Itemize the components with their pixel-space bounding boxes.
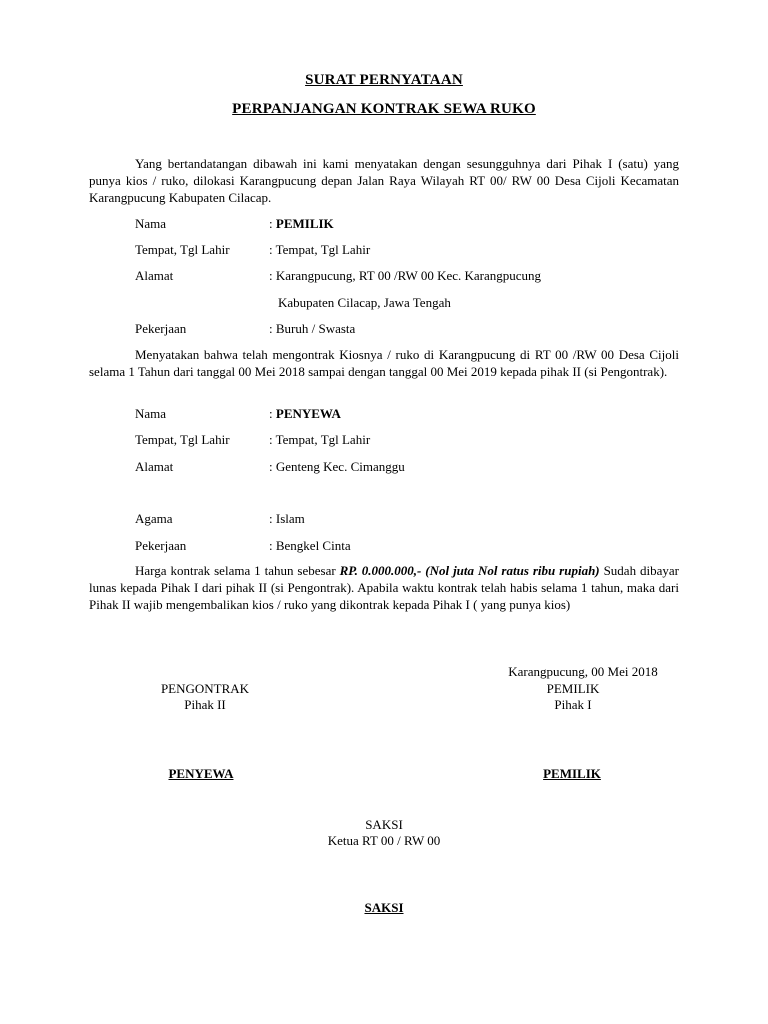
party1-name-value <box>269 215 334 232</box>
party1-birth-value: : Tempat, Tgl Lahir <box>269 242 371 257</box>
party1-name-separator: : <box>269 216 276 231</box>
party1-address-value: : Karangpucung, RT 00 /RW 00 Kec. Karangpucung <box>269 268 542 283</box>
party2-religion-label: Agama <box>135 511 173 526</box>
intro-paragraph: Yang bertandatangan dibawah ini kami menyatakan dengan sesungguhnya dari Pihak I (satu) yang punya kios / ruko, dilokasi Karangpucung depan Jalan Raya Wilayah RT 00/ RW 00 Desa Cijoli Kecamatan Karangpucung Kabupaten Cilacap. <box>89 156 679 205</box>
party2-name-label: Nama <box>135 406 167 421</box>
party2-job-label: Pekerjaan <box>135 538 187 553</box>
document-title: SURAT PERNYATAAN <box>305 72 463 88</box>
place-date: Karangpucung, 00 Mei 2018 <box>508 664 658 679</box>
party2-name-separator: : <box>269 406 276 421</box>
party2-birth-value: : Tempat, Tgl Lahir <box>269 432 371 447</box>
price-text-before: Harga kontrak selama 1 tahun sebesar <box>135 563 340 578</box>
party2-address-value: : Genteng Kec. Cimanggu <box>269 459 405 474</box>
party1-job-label: Pekerjaan <box>135 321 187 336</box>
party1-address-line2: Kabupaten Cilacap, Jawa Tengah <box>278 295 451 310</box>
party1-address-label: Alamat <box>135 268 174 283</box>
party2-job-value: : Bengkel Cinta <box>269 538 351 553</box>
party1-name: PEMILIK <box>275 216 334 231</box>
party2-birth-label: Tempat, Tgl Lahir <box>135 432 230 447</box>
party2-name: PENYEWA <box>275 406 341 421</box>
left-signer-name: PENYEWA <box>168 766 234 781</box>
right-signer-name: PEMILIK <box>543 766 601 781</box>
party2-name-value <box>269 405 341 422</box>
witness-name: SAKSI <box>364 900 404 915</box>
price-amount: RP. 0.000.000,- (Nol juta Nol ratus ribu rupiah) <box>339 563 600 578</box>
party1-birth-label: Tempat, Tgl Lahir <box>135 242 230 257</box>
document-subtitle: PERPANJANGAN KONTRAK SEWA RUKO <box>232 101 536 117</box>
left-signer-role: PENGONTRAK <box>160 681 250 696</box>
price-text-after: Sudah dibayar lunas kepada Pihak I dari pihak II (si Pengontrak). Apabila waktu kontrak telah habis selama 1 tahun, maka dari Pihak II wajib mengembalikan kios / ruko yang dikontrak kepada Pihak I ( yang punya kios) <box>89 563 679 612</box>
left-signer-party: Pihak II <box>184 697 226 712</box>
party1-job-value: : Buruh / Swasta <box>269 321 356 336</box>
party2-religion-value: : Islam <box>269 511 305 526</box>
witness-role: Ketua RT 00 / RW 00 <box>327 833 441 848</box>
party2-address-label: Alamat <box>135 459 174 474</box>
party1-name-label: Nama <box>135 216 167 231</box>
statement-paragraph: Menyatakan bahwa telah mengontrak Kiosnya / ruko di Karangpucung di RT 00 /RW 00 Desa Cijoli selama 1 Tahun dari tanggal 00 Mei 2018 sampai dengan tanggal 00 Mei 2019 kepada pihak II (si Pengontrak). <box>89 347 679 379</box>
price-paragraph <box>89 562 679 613</box>
witness-label: SAKSI <box>365 817 403 832</box>
right-signer-party: Pihak I <box>554 697 592 712</box>
right-signer-role: PEMILIK <box>546 681 600 696</box>
